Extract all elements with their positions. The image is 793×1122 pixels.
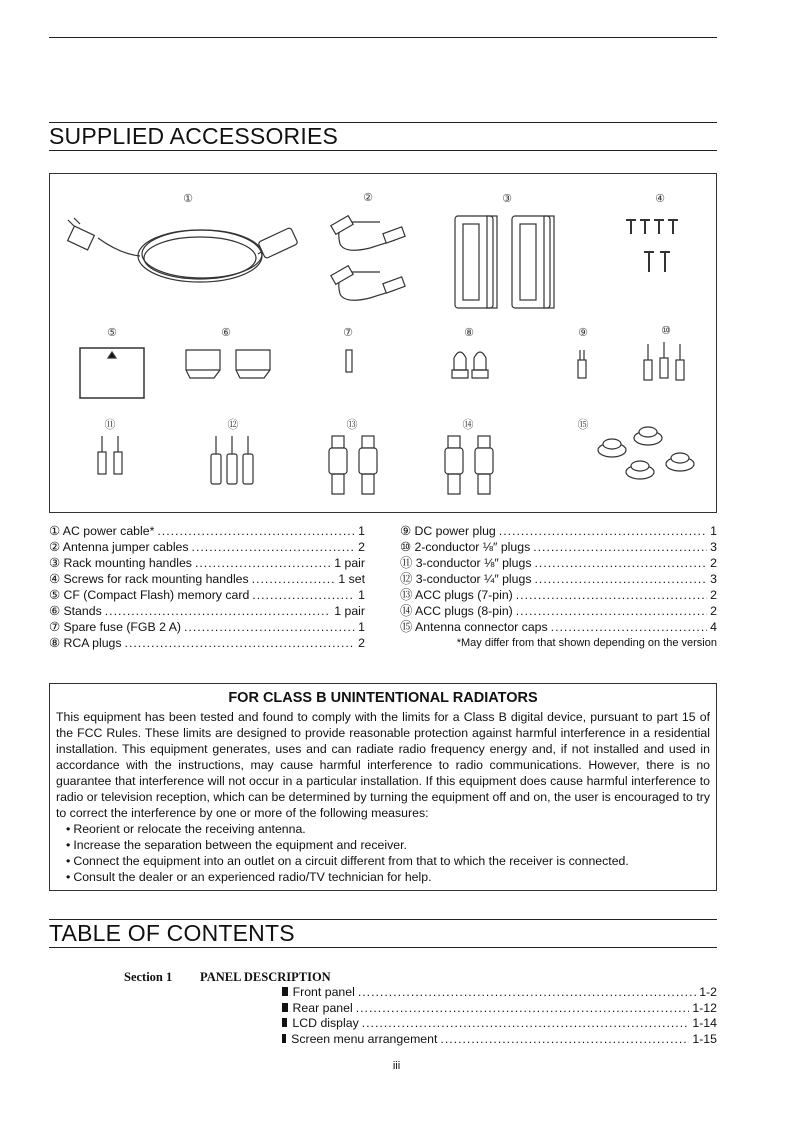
accessories-illustration [49, 173, 717, 513]
rca-plugs-icon [452, 352, 488, 378]
header-rule [49, 37, 717, 38]
marker-11: ⑪ [104, 419, 116, 431]
fcc-notice-box [49, 683, 717, 891]
antenna-jumper-cables-icon [331, 216, 405, 301]
marker-5: ⑤ [107, 327, 117, 339]
toc-entry[interactable]: Rear panel ..... 1-12 [282, 1001, 717, 1017]
list-item: ⑬ ACC plugs (7-pin) ..... 2 [400, 587, 717, 603]
screws-icon [626, 220, 678, 272]
fcc-measures-list [56, 821, 710, 885]
ac-power-cable-icon [68, 218, 298, 282]
marker-15: ⑮ [577, 419, 589, 431]
accessories-title: SUPPLIED ACCESSORIES [49, 123, 339, 149]
toc-entry[interactable]: Screen menu arrangement ..... 1-15 [282, 1032, 717, 1048]
dc-plug-icon [578, 350, 586, 378]
two-conductor-plugs-icon [644, 342, 684, 380]
square-bullet-icon [282, 1018, 287, 1027]
marker-4: ④ [655, 193, 665, 205]
marker-14: ⑭ [462, 419, 474, 431]
accessory-list-right [400, 523, 717, 635]
accessory-drawings [50, 174, 716, 512]
fcc-title: FOR CLASS B UNINTENTIONAL RADIATORS [228, 690, 538, 706]
marker-6: ⑥ [221, 327, 231, 339]
list-item: ① AC power cable* ..... 1 [49, 523, 365, 539]
cf-card-icon [80, 348, 144, 398]
marker-13: ⑬ [346, 419, 358, 431]
list-item: ⑧ RCA plugs ..... 2 [49, 635, 365, 651]
list-item: ⑮ Antenna connector caps ..... 4 [400, 619, 717, 635]
accessory-list-left [49, 523, 365, 651]
fuse-icon [346, 350, 352, 372]
marker-7: ⑦ [343, 327, 353, 339]
section-label: Section 1 [124, 970, 173, 984]
toc-entry[interactable]: LCD display ..... 1-14 [282, 1016, 717, 1032]
list-item: • Reorient or relocate the receiving antenna. [74, 821, 710, 837]
list-item: ④ Screws for rack mounting handles ..... 1 set [49, 571, 365, 587]
list-item: • Consult the dealer or an experienced radio/TV technician for help. [74, 869, 710, 885]
square-bullet-icon [282, 1003, 288, 1012]
marker-1: ① [183, 193, 193, 205]
three-conductor-eighth-plugs-icon [98, 436, 122, 474]
toc-rule-bottom [49, 947, 717, 948]
version-note: *May differ from that shown depending on the version [456, 637, 717, 649]
list-item: ⑨ DC power plug ..... 1 [400, 523, 717, 539]
marker-3: ③ [502, 193, 512, 205]
marker-12: ⑫ [227, 419, 239, 431]
square-bullet-icon [282, 987, 288, 996]
list-item: ② Antenna jumper cables ..... 2 [49, 539, 365, 555]
section-title: PANEL DESCRIPTION [200, 970, 331, 984]
list-item: • Connect the equipment into an outlet on a circuit different from that to which the receiver is connected. [74, 853, 710, 869]
list-item: ⑫ 3-conductor ¼″ plugs ..... 3 [400, 571, 717, 587]
marker-2: ② [363, 192, 373, 204]
acc-8pin-plugs-icon [445, 436, 493, 494]
list-item: • Increase the separation between the equipment and receiver. [74, 837, 710, 853]
toc-title: TABLE OF CONTENTS [49, 920, 295, 946]
list-item: ⑤ CF (Compact Flash) memory card ..... 1 [49, 587, 365, 603]
toc-entry[interactable]: Front panel ..... 1-2 [282, 985, 717, 1001]
antenna-caps-icon [598, 427, 694, 479]
toc-section-heading [124, 970, 331, 985]
list-item: ⑭ ACC plugs (8-pin) ..... 2 [400, 603, 717, 619]
list-item: ③ Rack mounting handles ..... 1 pair [49, 555, 365, 571]
toc-entries [282, 985, 717, 1047]
fcc-body: This equipment has been tested and found to comply with the limits for a Class B digital device, pursuant to part 15 of the FCC Rules. These limits are designed to provide reasonable protection against harmful interference in a residential installation. This equipment generates, uses and can radiate radio frequency energy and, if not installed and used in accordance with the instructions, may cause harmful interference to radio communications. However, there is no guarantee that interference will not occur in a particular installation. If this equipment does cause harmful interference to radio or television reception, which can be determined by turning the equipment off and on, the user is encouraged to try to correct the interference by one or more of the following measures: [56, 710, 710, 820]
marker-10: ⑩ [661, 325, 671, 337]
stands-icon [186, 350, 270, 378]
list-item: ⑪ 3-conductor ⅛″ plugs ..... 2 [400, 555, 717, 571]
rack-mounting-handles-icon [455, 216, 554, 308]
marker-8: ⑧ [464, 327, 474, 339]
square-bullet-icon [282, 1034, 286, 1043]
three-conductor-quarter-plugs-icon [211, 436, 253, 484]
list-item: ⑦ Spare fuse (FGB 2 A) ..... 1 [49, 619, 365, 635]
list-item: ⑩ 2-conductor ⅛″ plugs ..... 3 [400, 539, 717, 555]
page-number: iii [392, 1060, 401, 1072]
acc-7pin-plugs-icon [329, 436, 377, 494]
list-item: ⑥ Stands ..... 1 pair [49, 603, 365, 619]
marker-9: ⑨ [578, 327, 588, 339]
section-rule-bottom [49, 150, 717, 151]
